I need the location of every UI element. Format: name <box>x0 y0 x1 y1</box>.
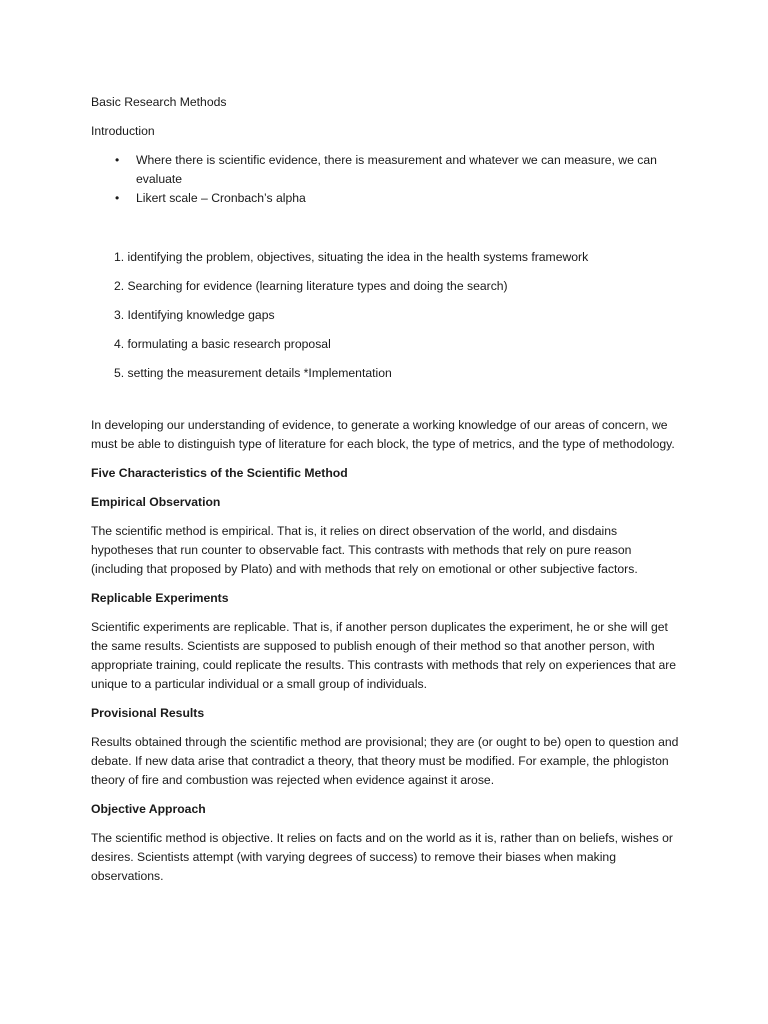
section-text-provisional: Results obtained through the scientific method are provisional; they are (or ought to be) open to question and debate. If new data arise that contradict a theory, that theory must be modified. For example, the phlogiston theory of fire and combustion was rejected when evidence against it arose. <box>91 735 679 787</box>
section-heading-replicable: Replicable Experiments <box>91 591 229 605</box>
step-item: 1. identifying the problem, objectives, situating the idea in the health systems framework <box>114 250 589 264</box>
characteristics-heading: Five Characteristics of the Scientific Method <box>91 466 348 480</box>
bullet-text: Likert scale – Cronbach’s alpha <box>136 191 306 205</box>
intro-paragraph: In developing our understanding of evidence, to generate a working knowledge of our areas of concern, we must be able to distinguish type of literature for each block, the type of metrics, and the type of methodology. <box>91 418 675 451</box>
bullet-icon: • <box>115 191 120 205</box>
document-title: Basic Research Methods <box>91 95 227 109</box>
introduction-label: Introduction <box>91 124 155 138</box>
intro-bullet-list <box>91 151 681 208</box>
bullet-item <box>91 151 681 189</box>
section-text-objective: The scientific method is objective. It relies on facts and on the world as it is, rather than on beliefs, wishes or desires. Scientists attempt (with varying degrees of success) to remove their biases when making observations. <box>91 831 673 883</box>
step-item: 4. formulating a basic research proposal <box>114 337 331 351</box>
step-item: 2. Searching for evidence (learning literature types and doing the search) <box>114 279 508 293</box>
bullet-item <box>91 189 681 208</box>
step-item: 5. setting the measurement details *Implementation <box>114 366 392 380</box>
steps-list <box>91 248 681 383</box>
bullet-icon: • <box>115 153 120 167</box>
section-text-replicable: Scientific experiments are replicable. That is, if another person duplicates the experiment, he or she will get the same results. Scientists are supposed to publish enough of their method so that another person, with appropriate training, could replicate the results. This contrasts with methods that rely on experiences that are unique to a particular individual or a small group of individuals. <box>91 620 677 691</box>
document-body <box>91 93 681 896</box>
bullet-text: Where there is scientific evidence, there is measurement and whatever we can measure, we can evaluate <box>136 153 657 186</box>
section-heading-empirical: Empirical Observation <box>91 495 221 509</box>
section-heading-objective: Objective Approach <box>91 802 206 816</box>
section-text-empirical: The scientific method is empirical. That is, it relies on direct observation of the world, and disdains hypotheses that run counter to observable fact. This contrasts with methods that rely on pure reason (including that proposed by Plato) and with methods that rely on emotional or other subjective factors. <box>91 524 638 576</box>
step-item: 3. Identifying knowledge gaps <box>114 308 275 322</box>
section-heading-provisional: Provisional Results <box>91 706 205 720</box>
